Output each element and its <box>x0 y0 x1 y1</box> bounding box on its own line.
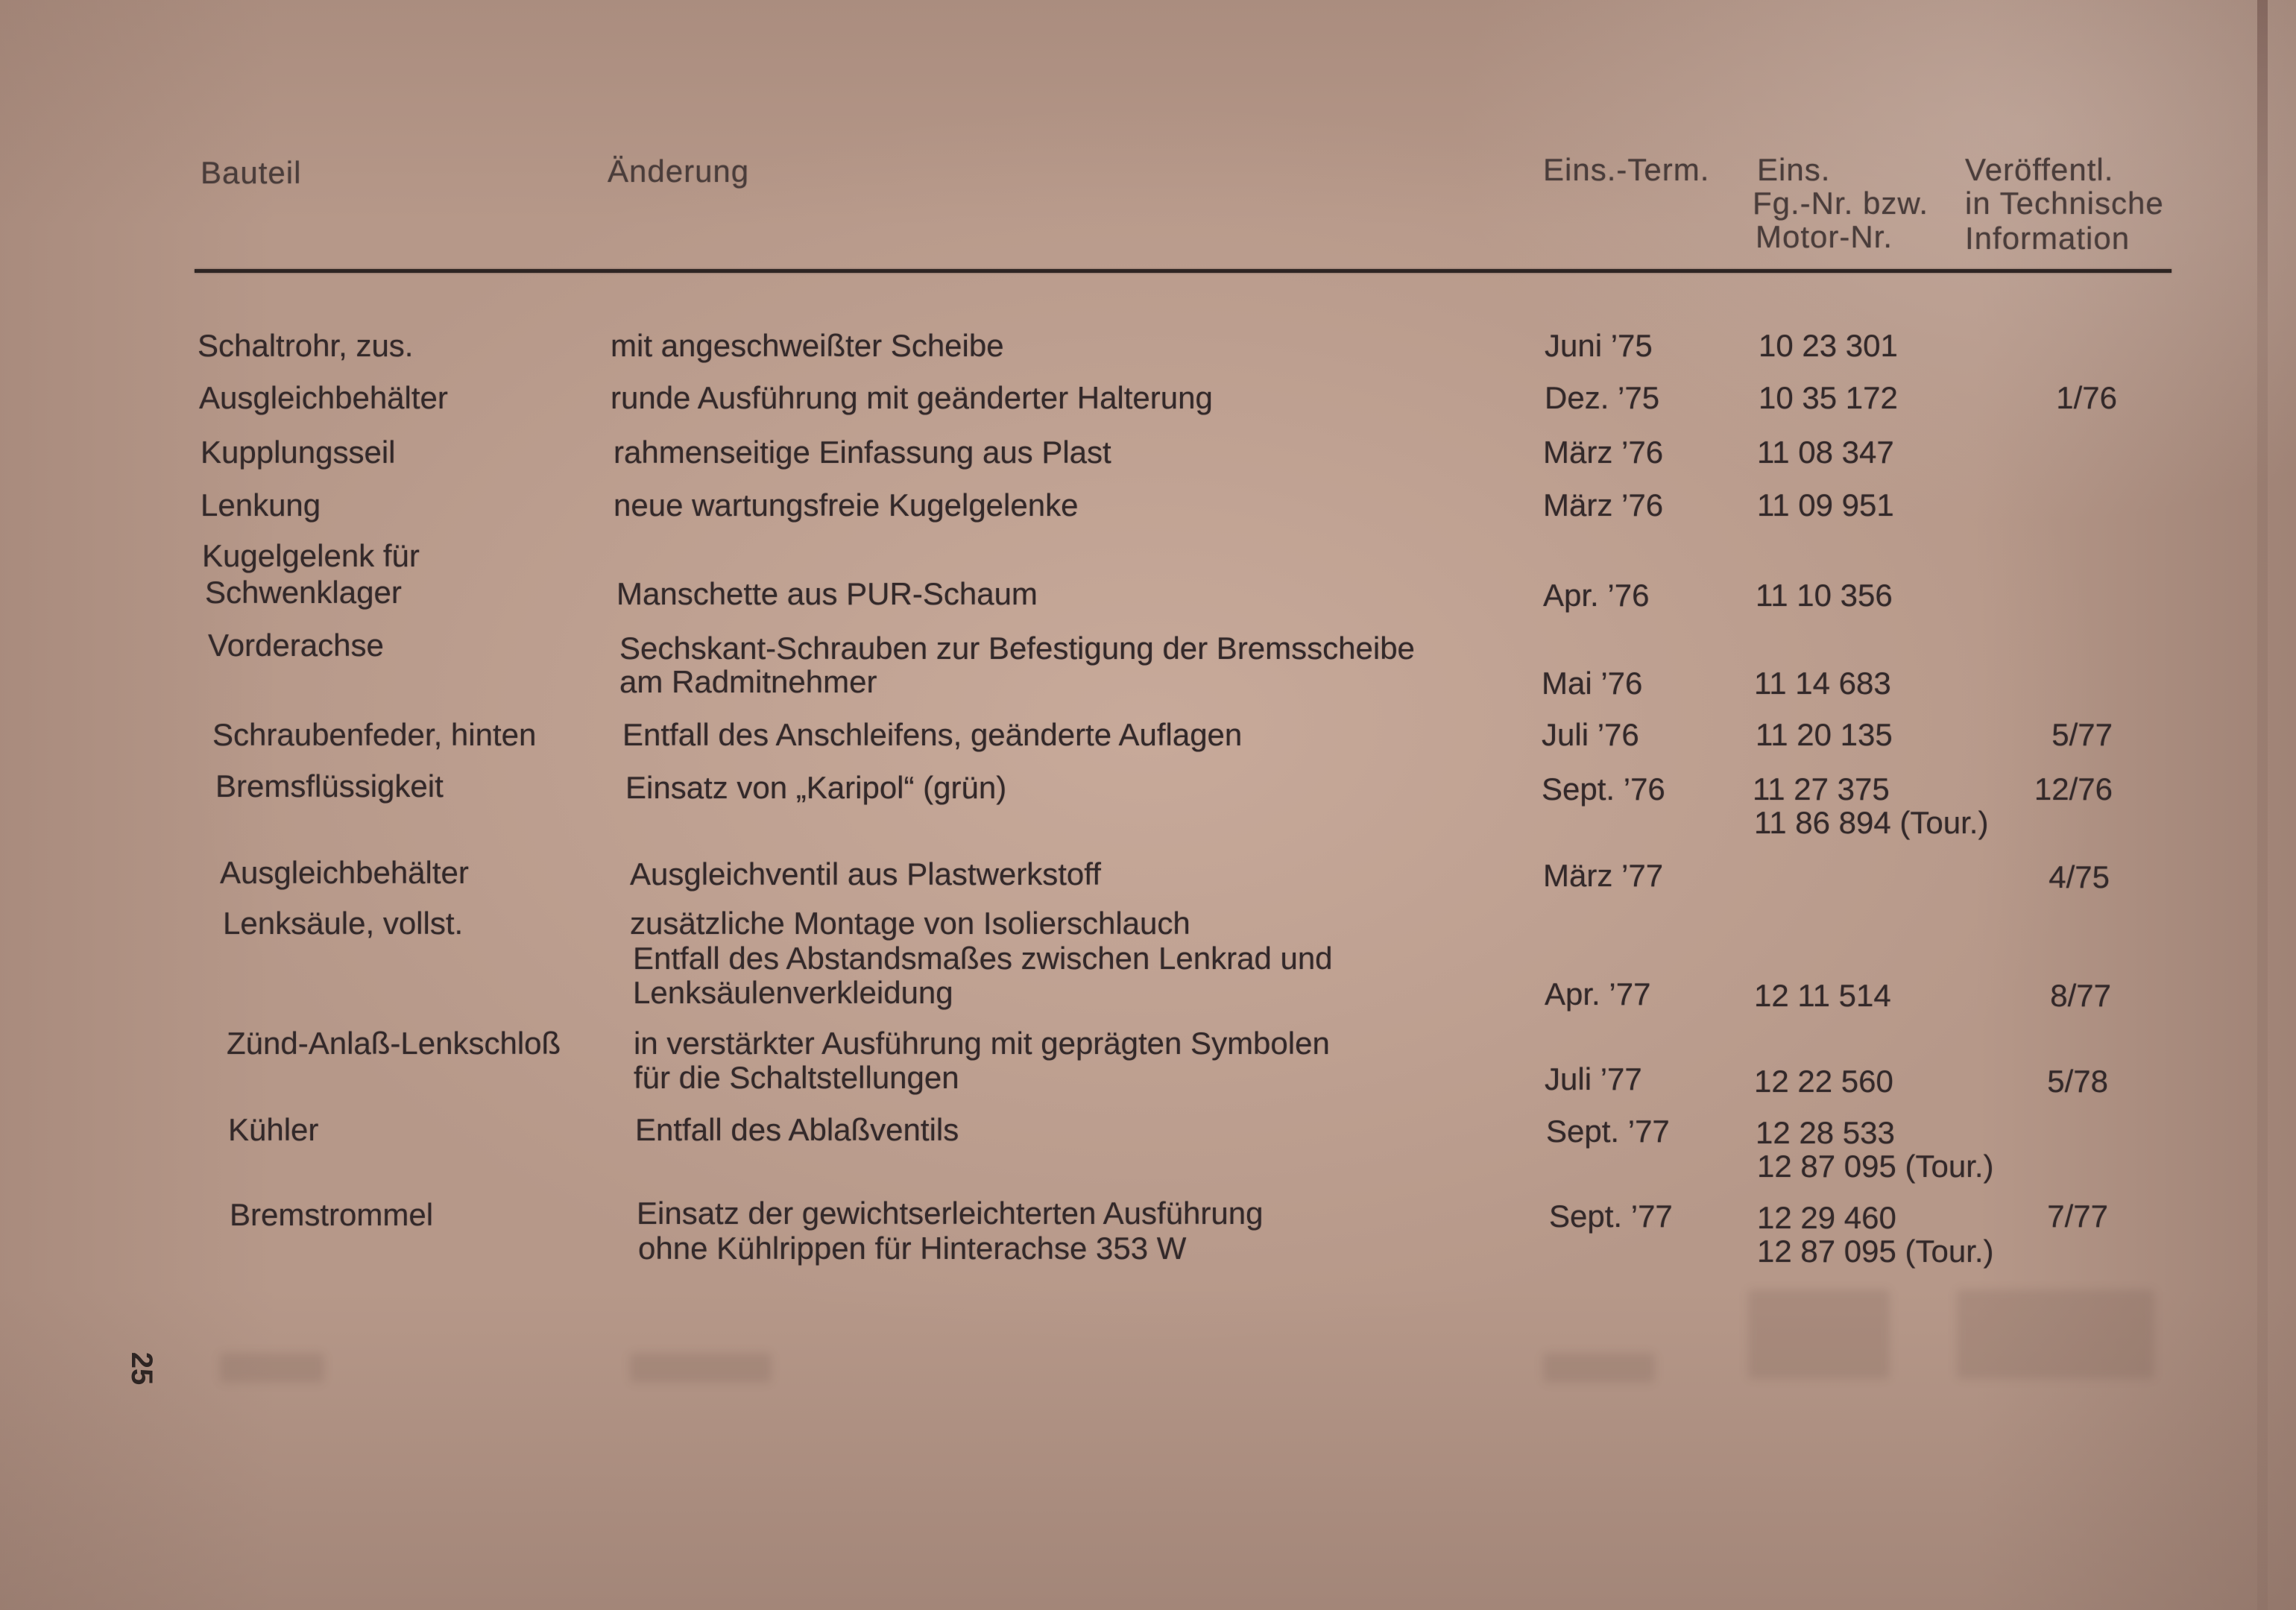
bauteil-cell: Kühler <box>228 1112 319 1147</box>
show-through-smudge <box>220 1353 324 1383</box>
nummer-cell: 12 87 095 (Tour.) <box>1757 1234 1994 1269</box>
show-through-smudge <box>1543 1353 1655 1383</box>
nummer-cell: 11 86 894 (Tour.) <box>1754 805 1989 840</box>
bauteil-cell: Lenksäule, vollst. <box>223 906 464 941</box>
info-cell: 5/77 <box>2051 717 2113 752</box>
bauteil-cell: Vorderachse <box>208 628 384 663</box>
header-eins-term: Eins.-Term. <box>1543 152 1710 187</box>
bauteil-cell: Bremsflüssigkeit <box>215 768 444 804</box>
header-veroeffentlichung-line: Information <box>1965 221 2131 256</box>
nummer-cell: 11 08 347 <box>1757 435 1894 470</box>
termin-cell: März ’76 <box>1543 487 1664 523</box>
nummer-cell: 10 35 172 <box>1759 380 1898 415</box>
aenderung-cell: Ausgleichventil aus Plastwerkstoff <box>630 856 1101 891</box>
termin-cell: März ’76 <box>1543 435 1664 470</box>
aenderung-cell: in verstärkter Ausführung mit geprägten Symbolen <box>634 1026 1330 1061</box>
termin-cell: Juli ’76 <box>1542 717 1639 752</box>
bauteil-cell: Zünd-Anlaß-Lenkschloß <box>227 1026 561 1061</box>
header-bauteil: Bauteil <box>201 155 302 190</box>
termin-cell: Juli ’77 <box>1545 1061 1642 1096</box>
aenderung-cell: am Radmitnehmer <box>619 664 877 699</box>
nummer-cell: 12 22 560 <box>1754 1064 1893 1099</box>
page-edge-shadow <box>2257 0 2268 1610</box>
aenderung-cell: Manschette aus PUR-Schaum <box>616 576 1038 611</box>
page-number: 25 <box>125 1351 158 1386</box>
bauteil-cell: Kupplungsseil <box>201 435 396 470</box>
aenderung-cell: für die Schaltstellungen <box>634 1060 959 1095</box>
termin-cell: Mai ’76 <box>1542 666 1643 701</box>
bauteil-cell: Kugelgelenk für <box>202 538 420 573</box>
show-through-smudge <box>630 1353 772 1383</box>
nummer-cell: 11 09 951 <box>1757 487 1894 523</box>
termin-cell: Juni ’75 <box>1545 328 1653 363</box>
aenderung-cell: Sechskant-Schrauben zur Befestigung der Bremsscheibe <box>619 631 1415 666</box>
bauteil-cell: Schraubenfeder, hinten <box>212 717 537 752</box>
termin-cell: Sept. ’77 <box>1546 1114 1670 1149</box>
bauteil-cell: Schwenklager <box>205 575 402 610</box>
aenderung-cell: zusätzliche Montage von Isolierschlauch <box>630 906 1190 941</box>
aenderung-cell: mit angeschweißter Scheibe <box>611 328 1004 363</box>
nummer-cell: 11 27 375 <box>1753 771 1890 806</box>
bauteil-cell: Ausgleichbehälter <box>199 380 448 415</box>
nummer-cell: 10 23 301 <box>1759 328 1898 363</box>
info-cell: 8/77 <box>2050 978 2111 1013</box>
nummer-cell: 12 29 460 <box>1757 1200 1896 1235</box>
aenderung-cell: Entfall des Anschleifens, geänderte Auflagen <box>622 717 1243 752</box>
aenderung-cell: Entfall des Ablaßventils <box>635 1112 959 1147</box>
header-veroeffentlichung-line: in Technische <box>1965 186 2164 221</box>
header-eins-nr-line: Eins. <box>1757 152 1831 187</box>
bauteil-cell: Lenkung <box>201 487 321 523</box>
nummer-cell: 12 28 533 <box>1756 1115 1895 1150</box>
termin-cell: März ’77 <box>1543 858 1664 893</box>
header-aenderung: Änderung <box>608 154 750 189</box>
bauteil-cell: Bremstrommel <box>230 1197 434 1232</box>
termin-cell: Sept. ’76 <box>1542 771 1665 806</box>
aenderung-cell: Entfall des Abstandsmaßes zwischen Lenkrad und <box>633 941 1333 976</box>
info-cell: 1/76 <box>2056 380 2117 415</box>
info-cell: 12/76 <box>2034 771 2113 806</box>
show-through-smudge <box>1957 1289 2154 1379</box>
header-eins-nr-line: Motor-Nr. <box>1756 219 1893 254</box>
nummer-cell: 12 11 514 <box>1754 978 1891 1013</box>
nummer-cell: 12 87 095 (Tour.) <box>1757 1149 1994 1184</box>
info-cell: 5/78 <box>2047 1064 2108 1099</box>
termin-cell: Apr. ’76 <box>1543 578 1650 613</box>
aenderung-cell: Lenksäulenverkleidung <box>633 975 953 1010</box>
header-veroeffentlichung-line: Veröffentl. <box>1965 152 2114 187</box>
termin-cell: Apr. ’77 <box>1545 976 1651 1011</box>
show-through-smudge <box>1748 1289 1890 1379</box>
bauteil-cell: Ausgleichbehälter <box>220 855 469 890</box>
nummer-cell: 11 20 135 <box>1756 717 1893 752</box>
header-rule <box>195 269 2172 273</box>
info-cell: 4/75 <box>2049 859 2110 894</box>
header-eins-nr-line: Fg.-Nr. bzw. <box>1753 186 1929 221</box>
bauteil-cell: Schaltrohr, zus. <box>198 328 414 363</box>
info-cell: 7/77 <box>2047 1199 2108 1234</box>
termin-cell: Sept. ’77 <box>1549 1199 1673 1234</box>
termin-cell: Dez. ’75 <box>1545 380 1660 415</box>
aenderung-cell: Einsatz von „Karipol“ (grün) <box>625 770 1007 805</box>
aenderung-cell: Einsatz der gewichtserleichterten Ausführung <box>637 1196 1264 1231</box>
aenderung-cell: rahmenseitige Einfassung aus Plast <box>614 435 1111 470</box>
nummer-cell: 11 10 356 <box>1756 578 1893 613</box>
aenderung-cell: ohne Kühlrippen für Hinterachse 353 W <box>638 1231 1187 1266</box>
nummer-cell: 11 14 683 <box>1754 666 1891 701</box>
aenderung-cell: runde Ausführung mit geänderter Halterung <box>611 380 1213 415</box>
aenderung-cell: neue wartungsfreie Kugelgelenke <box>614 487 1079 523</box>
